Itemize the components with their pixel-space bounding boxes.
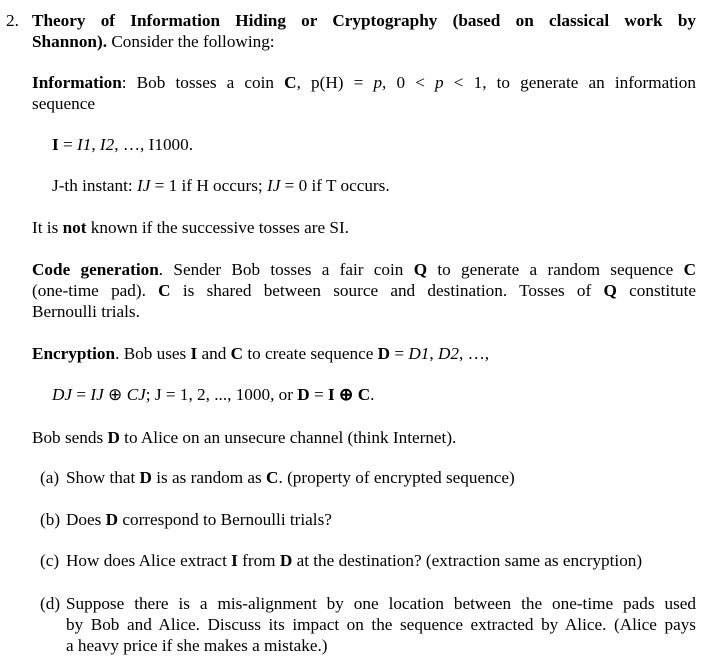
question-title-line1: Theory of Information Hiding or Cryptography (based on classical work by	[32, 11, 696, 30]
encryption-label: Encryption	[32, 344, 116, 363]
information-label: Information	[32, 73, 122, 92]
code-generation-label: Code generation	[32, 260, 159, 279]
part-d-label: (d)	[40, 594, 61, 613]
part-b-label: (b)	[40, 510, 61, 529]
question-number: 2.	[6, 11, 19, 30]
part-b: (b) Does D correspond to Bernoulli trials?	[40, 510, 332, 529]
encryption-formula: DJ = IJ ⊕ CJ; J = 1, 2, ..., 1000, or D = I ⊕ C.	[52, 385, 375, 404]
part-d: (d) Suppose there is a mis-alignment by one location between the one-time pads used by Bob and Alice. Discuss its impact on the sequence extracted by Alice. (Alice pays a heavy price if she makes a mistake.)	[40, 594, 696, 655]
part-a-label: (a)	[40, 468, 60, 487]
part-c-label: (c)	[40, 551, 60, 570]
question-title-line2: Shannon). Consider the following:	[32, 32, 275, 51]
sequence-definition: I = I1, I2, …, I1000.	[52, 135, 194, 154]
si-statement: It is not known if the successive tosses are SI.	[32, 218, 349, 237]
part-c: (c) How does Alice extract I from D at the destination? (extraction same as encryption)	[40, 551, 643, 570]
part-a: (a) Show that D is as random as C. (property of encrypted sequence)	[40, 468, 515, 487]
question-heading	[6, 10, 696, 52]
encryption-paragraph: Encryption. Bob uses I and C to create sequence D = D1, D2, …,	[32, 344, 490, 363]
transmission-statement: Bob sends D to Alice on an unsecure channel (think Internet).	[32, 428, 457, 447]
jth-instant-definition: J-th instant: IJ = 1 if H occurs; IJ = 0 if T occurs.	[52, 176, 390, 195]
information-paragraph: Information: Bob tosses a coin C, p(H) = p, 0 < p < 1, to generate an information sequence	[32, 73, 696, 113]
code-generation-paragraph: Code generation. Sender Bob tosses a fair coin Q to generate a random sequence C (one-time pad). C is shared between source and destination. Tosses of Q constitute Bernoulli trials.	[32, 260, 696, 321]
